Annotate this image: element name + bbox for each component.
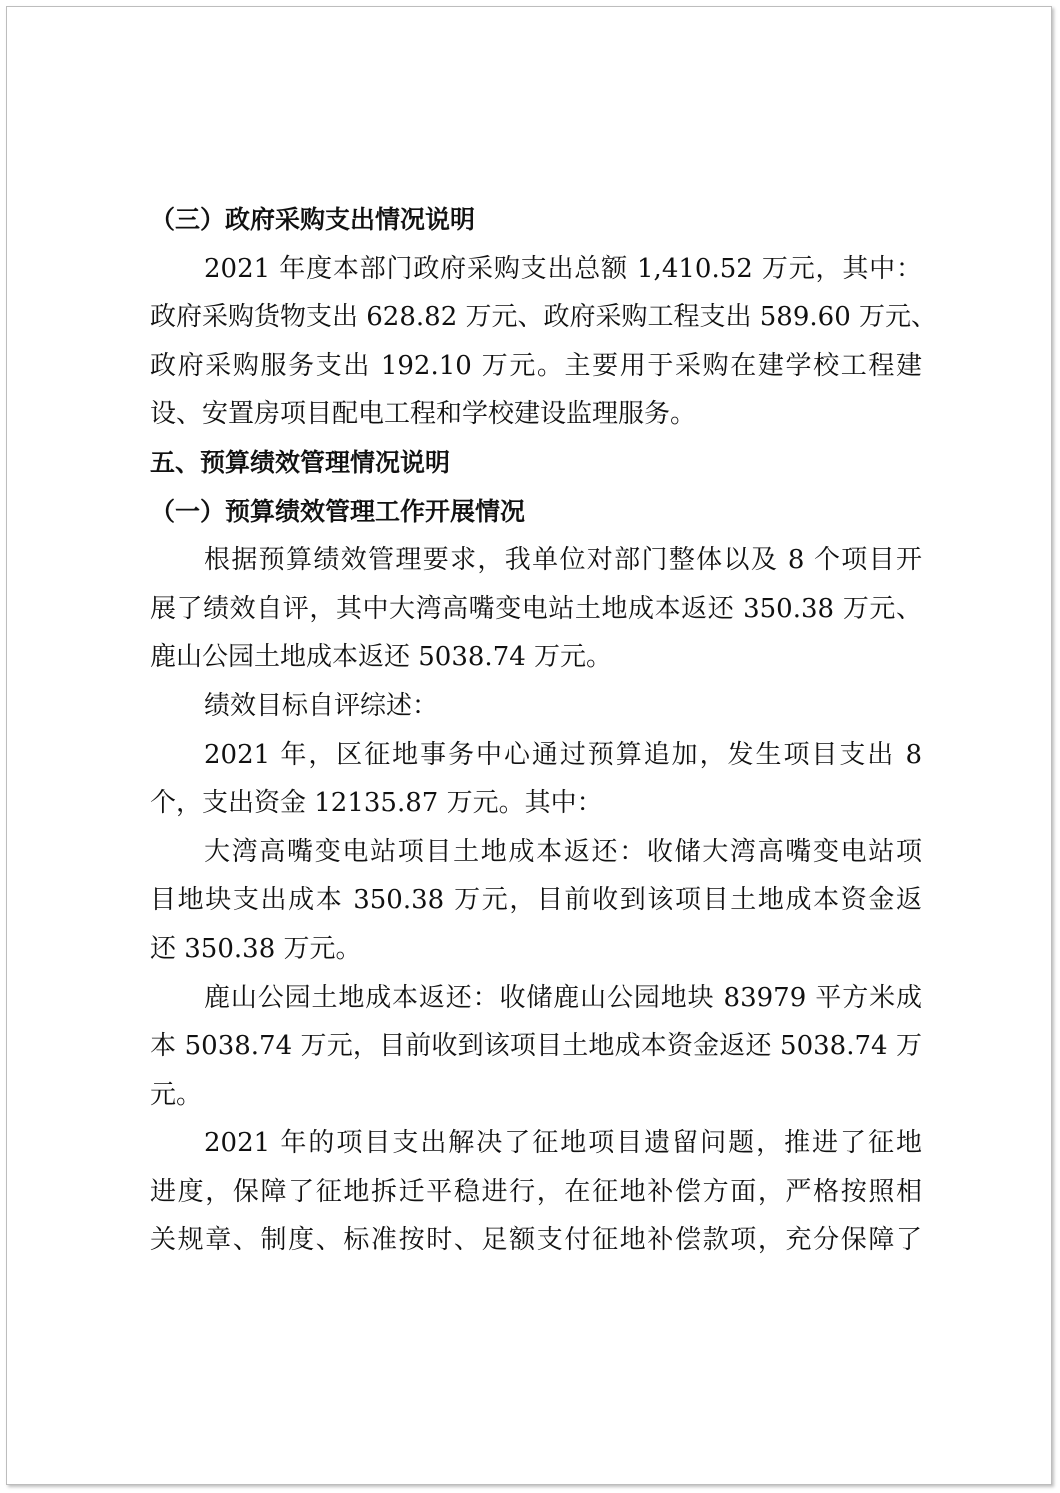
paragraph-line: 大湾高嘴变电站项目土地成本返还：收储大湾高嘴变电站项 xyxy=(204,836,922,867)
paragraph-line: 个，支出资金 12135.87 万元。其中： xyxy=(150,788,603,819)
paragraph-line: 根据预算绩效管理要求，我单位对部门整体以及 8 个项目开 xyxy=(204,545,922,576)
paragraph-line: 元。 xyxy=(150,1079,203,1110)
subsection-heading-performance-work: （一）预算绩效管理工作开展情况 xyxy=(150,496,526,526)
section-heading-procurement: （三）政府采购支出情况说明 xyxy=(150,205,476,234)
paragraph-line: 政府采购货物支出 628.82 万元、政府采购工程支出 589.60 万元、 xyxy=(150,302,938,333)
paragraph-line: 2021 年的项目支出解决了征地项目遗留问题，推进了征地 xyxy=(204,1128,922,1159)
paragraph-line: 还 350.38 万元。 xyxy=(150,933,362,964)
paragraph-line: 展了绩效自评，其中大湾高嘴变电站土地成本返还 350.38 万元、 xyxy=(150,593,922,624)
paragraph-line: 进度，保障了征地拆迁平稳进行，在征地补偿方面，严格按照相 xyxy=(150,1176,922,1207)
paragraph-line: 目地块支出成本 350.38 万元，目前收到该项目土地成本资金返 xyxy=(150,885,922,916)
paragraph-line: 关规章、制度、标准按时、足额支付征地补偿款项，充分保障了 xyxy=(150,1225,922,1256)
paragraph-line: 2021 年度本部门政府采购支出总额 1,410.52 万元，其中： xyxy=(204,253,922,284)
section-heading-performance: 五、预算绩效管理情况说明 xyxy=(150,447,451,477)
paragraph-line: 绩效目标自评综述： xyxy=(204,690,439,721)
paragraph-line: 2021 年，区征地事务中心通过预算追加，发生项目支出 8 xyxy=(204,739,922,770)
paragraph-line: 政府采购服务支出 192.10 万元。主要用于采购在建学校工程建 xyxy=(150,350,922,381)
paragraph-line: 本 5038.74 万元，目前收到该项目土地成本资金返还 5038.74 万 xyxy=(150,1031,922,1062)
paragraph-line: 鹿山公园土地成本返还：收储鹿山公园地块 83979 平方米成 xyxy=(204,982,922,1013)
paragraph-line: 鹿山公园土地成本返还 5038.74 万元。 xyxy=(150,642,613,673)
document-body xyxy=(150,196,938,1265)
paragraph-line: 设、安置房项目配电工程和学校建设监理服务。 xyxy=(150,399,697,430)
